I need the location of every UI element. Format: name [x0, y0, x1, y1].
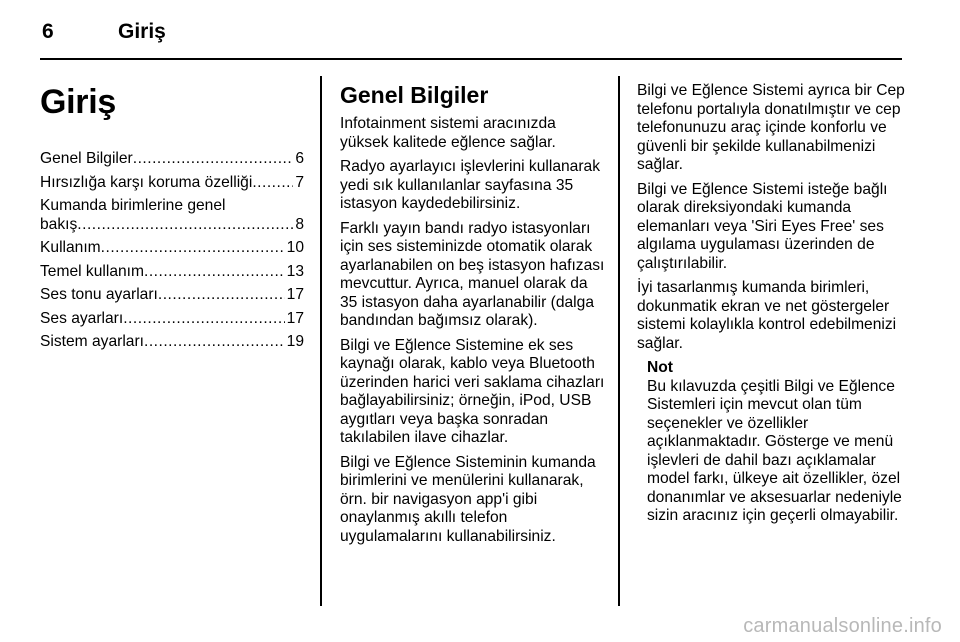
page-number: 6	[42, 20, 54, 43]
toc-entry-title: Kullanım	[40, 239, 101, 256]
toc-entry-page: 19	[286, 333, 304, 350]
toc-entry-page: 10	[286, 239, 304, 256]
toc-entry-title-line1: Kumanda birimlerine genel	[40, 197, 226, 214]
toc-entry-title: Genel Bilgiler	[40, 150, 133, 167]
toc-entry-page: 17	[286, 286, 304, 303]
toc-entry[interactable]	[40, 239, 304, 258]
watermark: carmanualsonline.info	[743, 615, 942, 637]
running-title: Giriş	[118, 20, 166, 43]
toc-entry-title: Sistem ayarları	[40, 333, 144, 350]
body-paragraph: Bilgi ve Eğlence Sistemine ek ses kaynağı olarak, kablo veya Bluetooth üzerinden harici veri saklama cihazları bağlayabilirsiniz; örneğin, iPod, USB aygıtları veya başka sonradan takılabilen ilave cihazlar.	[340, 336, 605, 446]
body-column-2	[340, 82, 606, 552]
toc-leader-dots	[158, 286, 285, 305]
note-text: Bu kılavuzda çeşitli Bilgi ve Eğlence Sistemleri için mevcut olan tüm seçenekler ve özellikler açıklanmaktadır. Gösterge ve menü işlevleri de dahil bazı açıklamalar model farkı, ülkeye ait özellikler, özel donanımlar ve aksesuarlar nedeniyle sizin aracınız için geçerli olmayabilir.	[647, 377, 902, 524]
toc-entry[interactable]	[40, 174, 304, 193]
toc-leader-dots	[144, 333, 285, 352]
note-label: Not	[647, 359, 673, 376]
toc-entry-page: 17	[286, 309, 304, 327]
toc-entry-title: Temel kullanım	[40, 262, 144, 280]
toc-entry-title: Ses ayarları	[40, 309, 124, 327]
note-box	[647, 359, 905, 526]
body-paragraph: Bilgi ve Eğlence Sisteminin kumanda birimlerini ve menülerini kullanarak, örn. bir navigasyon app'i gibi onaylanmış akıllı telefon uygulamalarını kullanabilirsiniz.	[340, 453, 596, 545]
toc-column	[40, 82, 304, 357]
table-of-contents	[40, 150, 304, 352]
toc-leader-dots	[77, 216, 293, 235]
toc-entry-page: 6	[295, 150, 304, 167]
toc-leader-dots	[101, 239, 285, 258]
header-rule	[40, 58, 902, 60]
body-paragraph: Bilgi ve Eğlence Sistemi isteğe bağlı olarak direksiyondaki kumanda elemanları veya 'Siri Eyes Free' ses algılama uygulaması üzerinden de çalıştırılabilir.	[637, 180, 888, 272]
body-paragraph: İyi tasarlanmış kumanda birimleri, dokunmatik ekran ve net göstergeler sistemi kolaylıkla kontrol edebilmenizi sağlar.	[637, 279, 897, 352]
toc-leader-dots	[123, 310, 284, 329]
column-divider-2	[618, 76, 620, 606]
toc-entry-page: 8	[295, 215, 304, 233]
toc-entry[interactable]	[40, 197, 304, 234]
toc-leader-dots	[252, 174, 293, 193]
toc-entry[interactable]	[40, 150, 304, 169]
body-column-3	[637, 82, 905, 526]
body-paragraph: Infotainment sistemi aracınızda yüksek kalitede eğlence sağlar.	[340, 115, 556, 151]
toc-leader-dots	[133, 150, 294, 169]
toc-entry-title: Hırsızlığa karşı koruma özelliği	[40, 173, 253, 191]
page-header	[40, 20, 902, 54]
toc-entry-page: 13	[286, 262, 304, 280]
body-paragraph: Radyo ayarlayıcı işlevlerini kullanarak yedi sık kullanılanlar sayfasına 35 istasyon kaydedebilirsiniz.	[340, 158, 601, 212]
section-title: Genel Bilgiler	[340, 82, 489, 108]
toc-entry-title: bakış	[40, 215, 78, 233]
toc-entry-page: 7	[295, 173, 304, 191]
column-divider-1	[320, 76, 322, 606]
body-paragraph: Farklı yayın bandı radyo istasyonları için ses sisteminizde otomatik olarak ayarlanabilen on beş istasyon hafızası mevcuttur. Ayrıca, manuel olarak da 35 istasyon daha ayarlanabilir (dalga bandından bağımsız olarak).	[340, 219, 605, 329]
toc-entry[interactable]	[40, 263, 304, 282]
body-paragraph: Bilgi ve Eğlence Sistemi ayrıca bir Cep telefonu portalıyla donatılmıştır ve cep telefonunuzu araç içinde konforlu ve güvenli bir şekilde kullanabilmenizi sağlar.	[637, 82, 905, 173]
toc-entry[interactable]	[40, 333, 304, 352]
toc-entry[interactable]	[40, 310, 304, 329]
chapter-title: Giriş	[40, 83, 116, 121]
toc-entry-title: Ses tonu ayarları	[40, 286, 158, 303]
toc-entry[interactable]	[40, 286, 304, 305]
toc-leader-dots	[144, 263, 285, 282]
